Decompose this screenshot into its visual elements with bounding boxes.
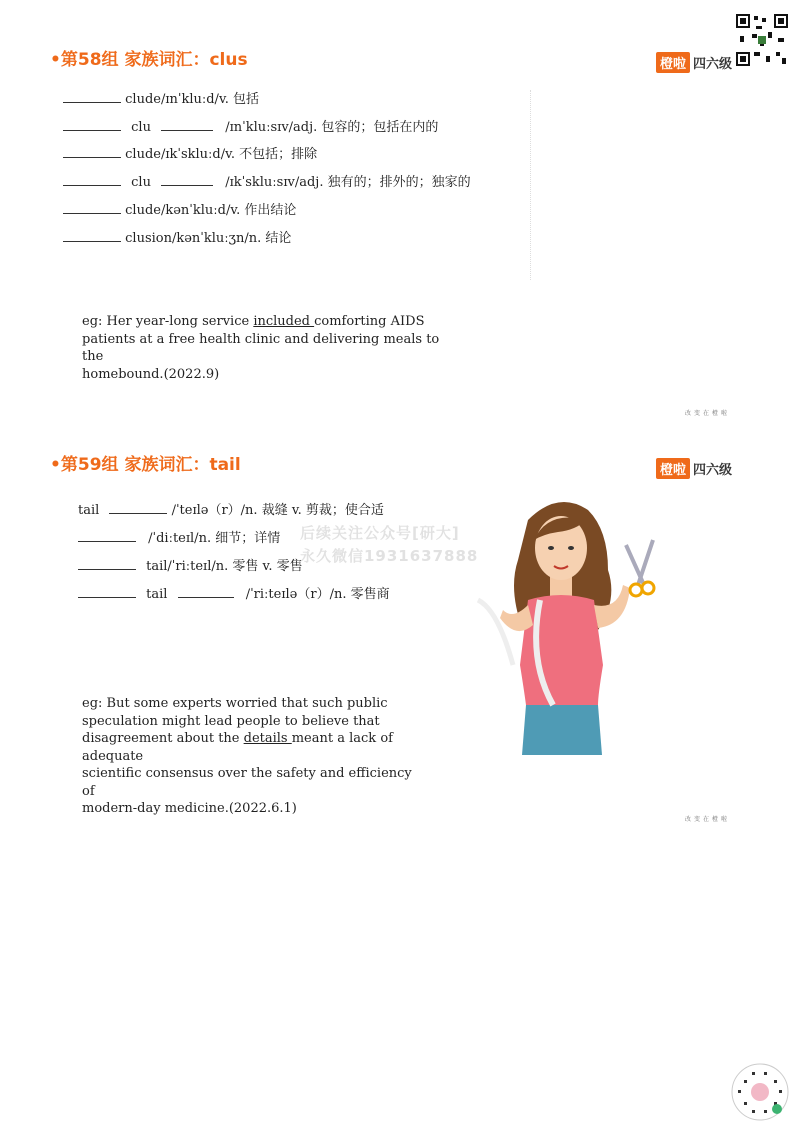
entry-59-2 (78, 527, 280, 548)
answer-blank[interactable] (63, 199, 121, 214)
brand-box: 橙啦 (656, 52, 690, 73)
answer-blank[interactable] (161, 171, 213, 186)
entry-59-1 (78, 499, 384, 520)
scissors-icon (626, 540, 654, 596)
entry-59-4 (78, 583, 390, 604)
example-59 (82, 695, 412, 818)
entry-text: /ɪkˈskluːsɪv/adj. 独有的；排外的；独家的 (225, 175, 471, 190)
entry-prefix: tail (78, 503, 100, 518)
entry-58-5 (63, 199, 296, 220)
brand-text: 四六级 (693, 57, 733, 72)
answer-blank[interactable] (63, 171, 121, 186)
entry-text: /ˈdiːteɪl/n. 细节；详情 (148, 531, 281, 546)
example-58 (82, 313, 442, 383)
entry-text: clude/ɪnˈkluːd/v. 包括 (125, 92, 260, 107)
mini-program-code-icon (730, 1062, 790, 1122)
entry-text: /ˈteɪlə（r）/n. 裁缝 v. 剪裁；使合适 (171, 503, 384, 518)
entry-text: /ˈriːteɪlə（r）/n. 零售商 (245, 587, 390, 602)
example-line: eg: But some experts worried that such public (82, 696, 388, 711)
entry-58-3 (63, 143, 317, 164)
brand-logo-59 (656, 458, 732, 479)
answer-blank[interactable] (63, 88, 121, 103)
answer-blank[interactable] (63, 116, 121, 131)
example-line: homebound.(2022.9) (82, 366, 220, 382)
watermark-line1: 后续关注公众号[研大] (300, 524, 460, 542)
answer-blank[interactable] (78, 555, 136, 570)
example-line: speculation might lead people to believe that (82, 713, 380, 729)
brand-box: 橙啦 (656, 458, 690, 479)
entry-prefix: clu (131, 175, 151, 190)
answer-blank[interactable] (178, 583, 234, 598)
footer-slogan: 改变在橙啦 (685, 816, 731, 823)
section58-title: •第58组 家族词汇：clus (50, 50, 248, 70)
answer-blank[interactable] (63, 143, 121, 158)
entry-prefix: clu (131, 120, 151, 135)
entry-prefix: tail (146, 587, 168, 602)
section59-title: •第59组 家族词汇：tail (50, 455, 241, 475)
footer-slogan: 改变在橙啦 (685, 410, 731, 417)
answer-blank[interactable] (63, 227, 121, 242)
entry-58-6 (63, 227, 291, 248)
entry-58-4 (63, 171, 471, 192)
entry-text: /ɪnˈkluːsɪv/adj. 包容的；包括在内的 (225, 120, 439, 135)
answer-blank[interactable] (78, 583, 136, 598)
entry-text: clusion/kənˈkluːʒn/n. 结论 (125, 231, 292, 246)
tailor-woman-illustration (458, 490, 668, 760)
example-line: eg: Her year-long service included comforting AIDS (82, 314, 425, 329)
entry-58-2 (63, 116, 438, 137)
highlighted-word: included (253, 314, 315, 329)
example-line: patients at a free health clinic and delivering meals to the (82, 331, 440, 364)
divider-dotted (530, 90, 531, 280)
entry-text: clude/kənˈkluːd/v. 作出结论 (125, 203, 297, 218)
brand-text: 四六级 (693, 463, 733, 478)
entry-text: clude/ɪkˈskluːd/v. 不包括；排除 (125, 147, 318, 162)
entry-58-1 (63, 88, 259, 109)
answer-blank[interactable] (78, 527, 136, 542)
highlighted-word: details (243, 731, 292, 746)
example-line: modern-day medicine.(2022.6.1) (82, 801, 297, 816)
watermark-line2: 永久微信1931637888 (300, 547, 479, 565)
entry-59-3 (78, 555, 303, 576)
answer-blank[interactable] (161, 116, 213, 131)
answer-blank[interactable] (109, 499, 167, 514)
example-line: scientific consensus over the safety and efficiency of (82, 766, 412, 799)
example-line: disagreement about the details meant a lack of adequate (82, 731, 393, 764)
brand-logo-58 (656, 52, 732, 73)
qr-code-icon (734, 12, 790, 68)
entry-text: tail/ˈriːteɪl/n. 零售 v. 零售 (146, 559, 303, 574)
